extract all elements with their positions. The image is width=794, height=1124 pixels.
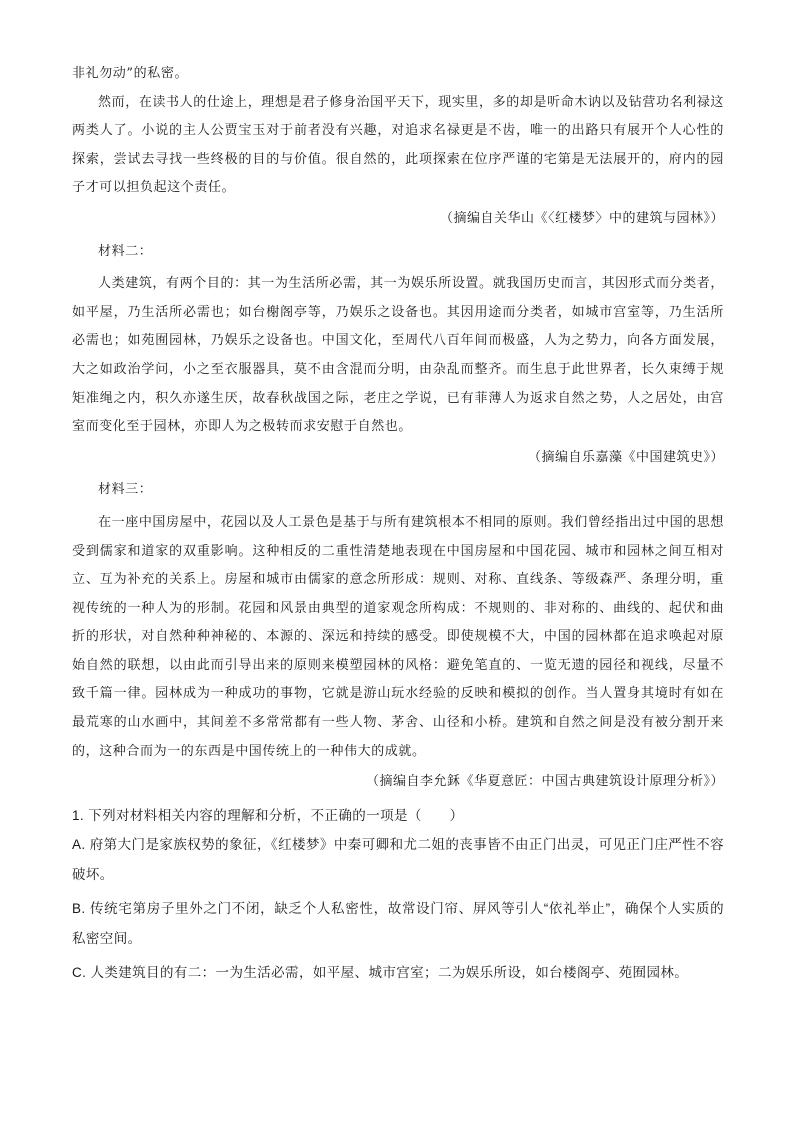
- material3-source: （摘编自李允鉌《华夏意匠：中国古典建筑设计原理分析》）: [365, 774, 724, 790]
- option-b: B. 传统宅第房子里外之门不闭，缺乏个人私密性，故常设门帘、屏风等引人“依礼举止”，确保个人实质的私密空间。: [72, 900, 724, 946]
- option-c: C. 人类建筑目的有二：一为生活必需，如平屋、城市宫室；二为娱乐所设，如台楼阁亭、苑囿园林。: [72, 964, 689, 980]
- question-1: 1. 下列对材料相关内容的理解和分析，不正确的一项是（ ）: [72, 807, 464, 823]
- option-a: A. 府第大门是家族权势的象征，《红楼梦》中秦可卿和尤二姐的丧事皆不由正门出灵，可见正门庄严性不容破坏。: [72, 836, 724, 882]
- material2-label: 材料二：: [98, 243, 153, 259]
- material1-source: （摘编自关华山《〈红楼梦〉中的建筑与园林》）: [439, 210, 724, 226]
- opening-fragment: 非礼勿动”的私密。: [72, 66, 189, 81]
- material3-paragraph: 在一座中国房屋中，花园以及人工景色是基于与所有建筑根本不相同的原则。我们曾经指出过中国的思想受到儒家和道家的双重影响。这种相反的二重性清楚地表现在中国房屋和中国花园、城市和园林之间互相对立、互为补充的关系上。房屋和城市由儒家的意念所形成：规则、对称、直线条、等级森严、条理分明，重视传统的一种人为的形制。花园和风景由典型的道家观念所构成：不规则的、非对称的、曲线的、起伏和曲折的形状，对自然种种神秘的、本源的、深远和持续的感受。即使规模不大，中国的园林都在追求唤起对原始自然的联想，以由此而引导出来的原则来模塑园林的风格：避免笔直的、一览无遗的园径和视线，尽量不致千篇一律。园林成为一种成功的事物，它就是游山玩水经验的反映和模拟的创作。当人置身其境时有如在最荒寒的山水画中，其间差不多常常都有一些人物、茅舍、山径和小桥。建筑和自然之间是没有被分割开来的，这种合而为一的东西是中国传统上的一种伟大的成就。: [72, 514, 724, 759]
- material2-source: （摘编自乐嘉藻《中国建筑史》）: [527, 449, 724, 465]
- material3-label: 材料三：: [98, 482, 153, 498]
- material1-paragraph: 然而，在读书人的仕途上，理想是君子修身治国平天下，现实里，多的却是听命木讷以及钻营功名利禄这两类人了。小说的主人公贾宝玉对于前者没有兴趣，对追求名禄更是不齿，唯一的出路只有展开个人心性的探索，尝试去寻找一些终极的目的与价值。很自然的，此项探索在位序严谨的宅第是无法展开的，府内的园子才可以担负起这个责任。: [72, 94, 724, 196]
- material2-paragraph: 人类建筑，有两个目的：其一为生活所必需，其一为娱乐所设置。就我国历史而言，其因形式而分类者，如平屋，乃生活所必需也；如台榭阁亭等，乃娱乐之设备也。其因用途而分类者，如城市宫室等，乃生活所必需也；如苑囿园林，乃娱乐之设备也。中国文化，至周代八百年间而极盛，人为之势力，向各方面发展，大之如政治学问，小之至衣服器具，莫不由含混而分明，由杂乱而整齐。而生息于此世界者，长久束缚于规矩准绳之内，积久亦遂生厌，故春秋战国之际，老庄之学说，已有菲薄人为返求自然之势，人之居处，由宫室而变化至于园林，亦即人为之极转而求安慰于自然也。: [72, 276, 724, 435]
- document-body: [72, 60, 724, 992]
